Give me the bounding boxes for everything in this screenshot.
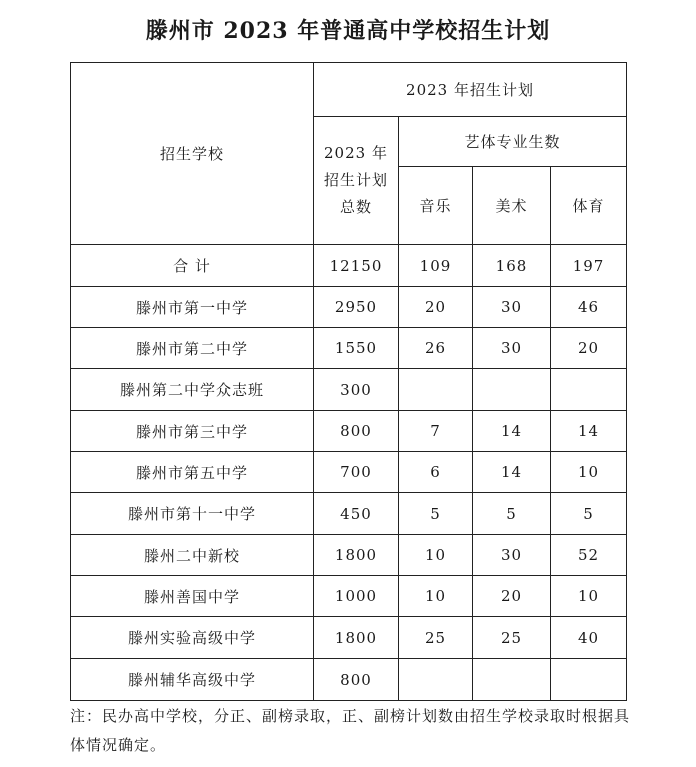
- sports-cell: 197: [551, 245, 627, 287]
- header-fine-arts: 美术: [473, 167, 551, 245]
- fine-arts-cell: 5: [473, 493, 551, 535]
- total-cell: 700: [314, 452, 399, 493]
- fine-arts-cell: 14: [473, 452, 551, 493]
- school-cell: 滕州善国中学: [71, 576, 314, 617]
- table-row: [71, 659, 627, 701]
- header-total: [314, 117, 399, 245]
- music-cell: 7: [399, 411, 473, 452]
- table-row: [71, 328, 627, 369]
- music-cell: 109: [399, 245, 473, 287]
- sports-cell: 20: [551, 328, 627, 369]
- school-cell: 滕州辅华高级中学: [71, 659, 314, 701]
- total-cell: 1800: [314, 617, 399, 659]
- total-cell: 1550: [314, 328, 399, 369]
- table-row: [71, 411, 627, 452]
- school-cell: 滕州市第五中学: [71, 452, 314, 493]
- header-school: 招生学校: [71, 63, 314, 245]
- sports-cell: 14: [551, 411, 627, 452]
- fine-arts-cell: 25: [473, 617, 551, 659]
- enrollment-plan-table: [70, 62, 627, 701]
- music-cell: [399, 659, 473, 701]
- table-row: [71, 493, 627, 535]
- fine-arts-cell: 30: [473, 328, 551, 369]
- sports-cell: 40: [551, 617, 627, 659]
- header-music: 音乐: [399, 167, 473, 245]
- header-sports: 体育: [551, 167, 627, 245]
- sports-cell: 46: [551, 287, 627, 328]
- page-title: 滕州市 2023 年普通高中学校招生计划: [145, 18, 551, 44]
- total-cell: 800: [314, 411, 399, 452]
- school-cell: 滕州市第三中学: [71, 411, 314, 452]
- header-arts-group: 艺体专业生数: [399, 117, 627, 167]
- sports-cell: 10: [551, 452, 627, 493]
- school-cell: 滕州市第一中学: [71, 287, 314, 328]
- music-cell: [399, 369, 473, 411]
- total-cell: 300: [314, 369, 399, 411]
- fine-arts-cell: 30: [473, 287, 551, 328]
- table-row: [71, 452, 627, 493]
- fine-arts-cell: 30: [473, 535, 551, 576]
- sports-cell: 10: [551, 576, 627, 617]
- sports-cell: [551, 369, 627, 411]
- fine-arts-cell: 20: [473, 576, 551, 617]
- table-row: [71, 535, 627, 576]
- fine-arts-cell: [473, 659, 551, 701]
- total-cell: 2950: [314, 287, 399, 328]
- school-cell: 滕州市第二中学: [71, 328, 314, 369]
- school-cell: 合 计: [71, 245, 314, 287]
- fine-arts-cell: [473, 369, 551, 411]
- total-cell: 1000: [314, 576, 399, 617]
- header-plan-group: 2023 年招生计划: [314, 63, 627, 117]
- music-cell: 26: [399, 328, 473, 369]
- music-cell: 25: [399, 617, 473, 659]
- total-cell: 1800: [314, 535, 399, 576]
- header-row-1: [71, 63, 627, 117]
- school-cell: 滕州二中新校: [71, 535, 314, 576]
- total-row: [71, 245, 627, 287]
- table-row: [71, 287, 627, 328]
- music-cell: 10: [399, 576, 473, 617]
- fine-arts-cell: 168: [473, 245, 551, 287]
- header-total-line3: 总数: [339, 198, 372, 216]
- table-body: [71, 63, 627, 701]
- table-row: [71, 617, 627, 659]
- music-cell: 6: [399, 452, 473, 493]
- sports-cell: 52: [551, 535, 627, 576]
- table-row: [71, 576, 627, 617]
- total-cell: 450: [314, 493, 399, 535]
- table-row: [71, 369, 627, 411]
- sports-cell: 5: [551, 493, 627, 535]
- school-cell: 滕州市第十一中学: [71, 493, 314, 535]
- total-cell: 800: [314, 659, 399, 701]
- header-total-line1: 2023 年: [324, 144, 388, 162]
- school-cell: 滕州第二中学众志班: [71, 369, 314, 411]
- music-cell: 20: [399, 287, 473, 328]
- footnote: 注：民办高中学校，分正、副榜录取，正、副榜计划数由招生学校录取时根据具体情况确定。: [70, 707, 631, 754]
- sports-cell: [551, 659, 627, 701]
- music-cell: 5: [399, 493, 473, 535]
- school-cell: 滕州实验高级中学: [71, 617, 314, 659]
- total-cell: 12150: [314, 245, 399, 287]
- header-total-line2: 招生计划: [323, 171, 388, 189]
- music-cell: 10: [399, 535, 473, 576]
- fine-arts-cell: 14: [473, 411, 551, 452]
